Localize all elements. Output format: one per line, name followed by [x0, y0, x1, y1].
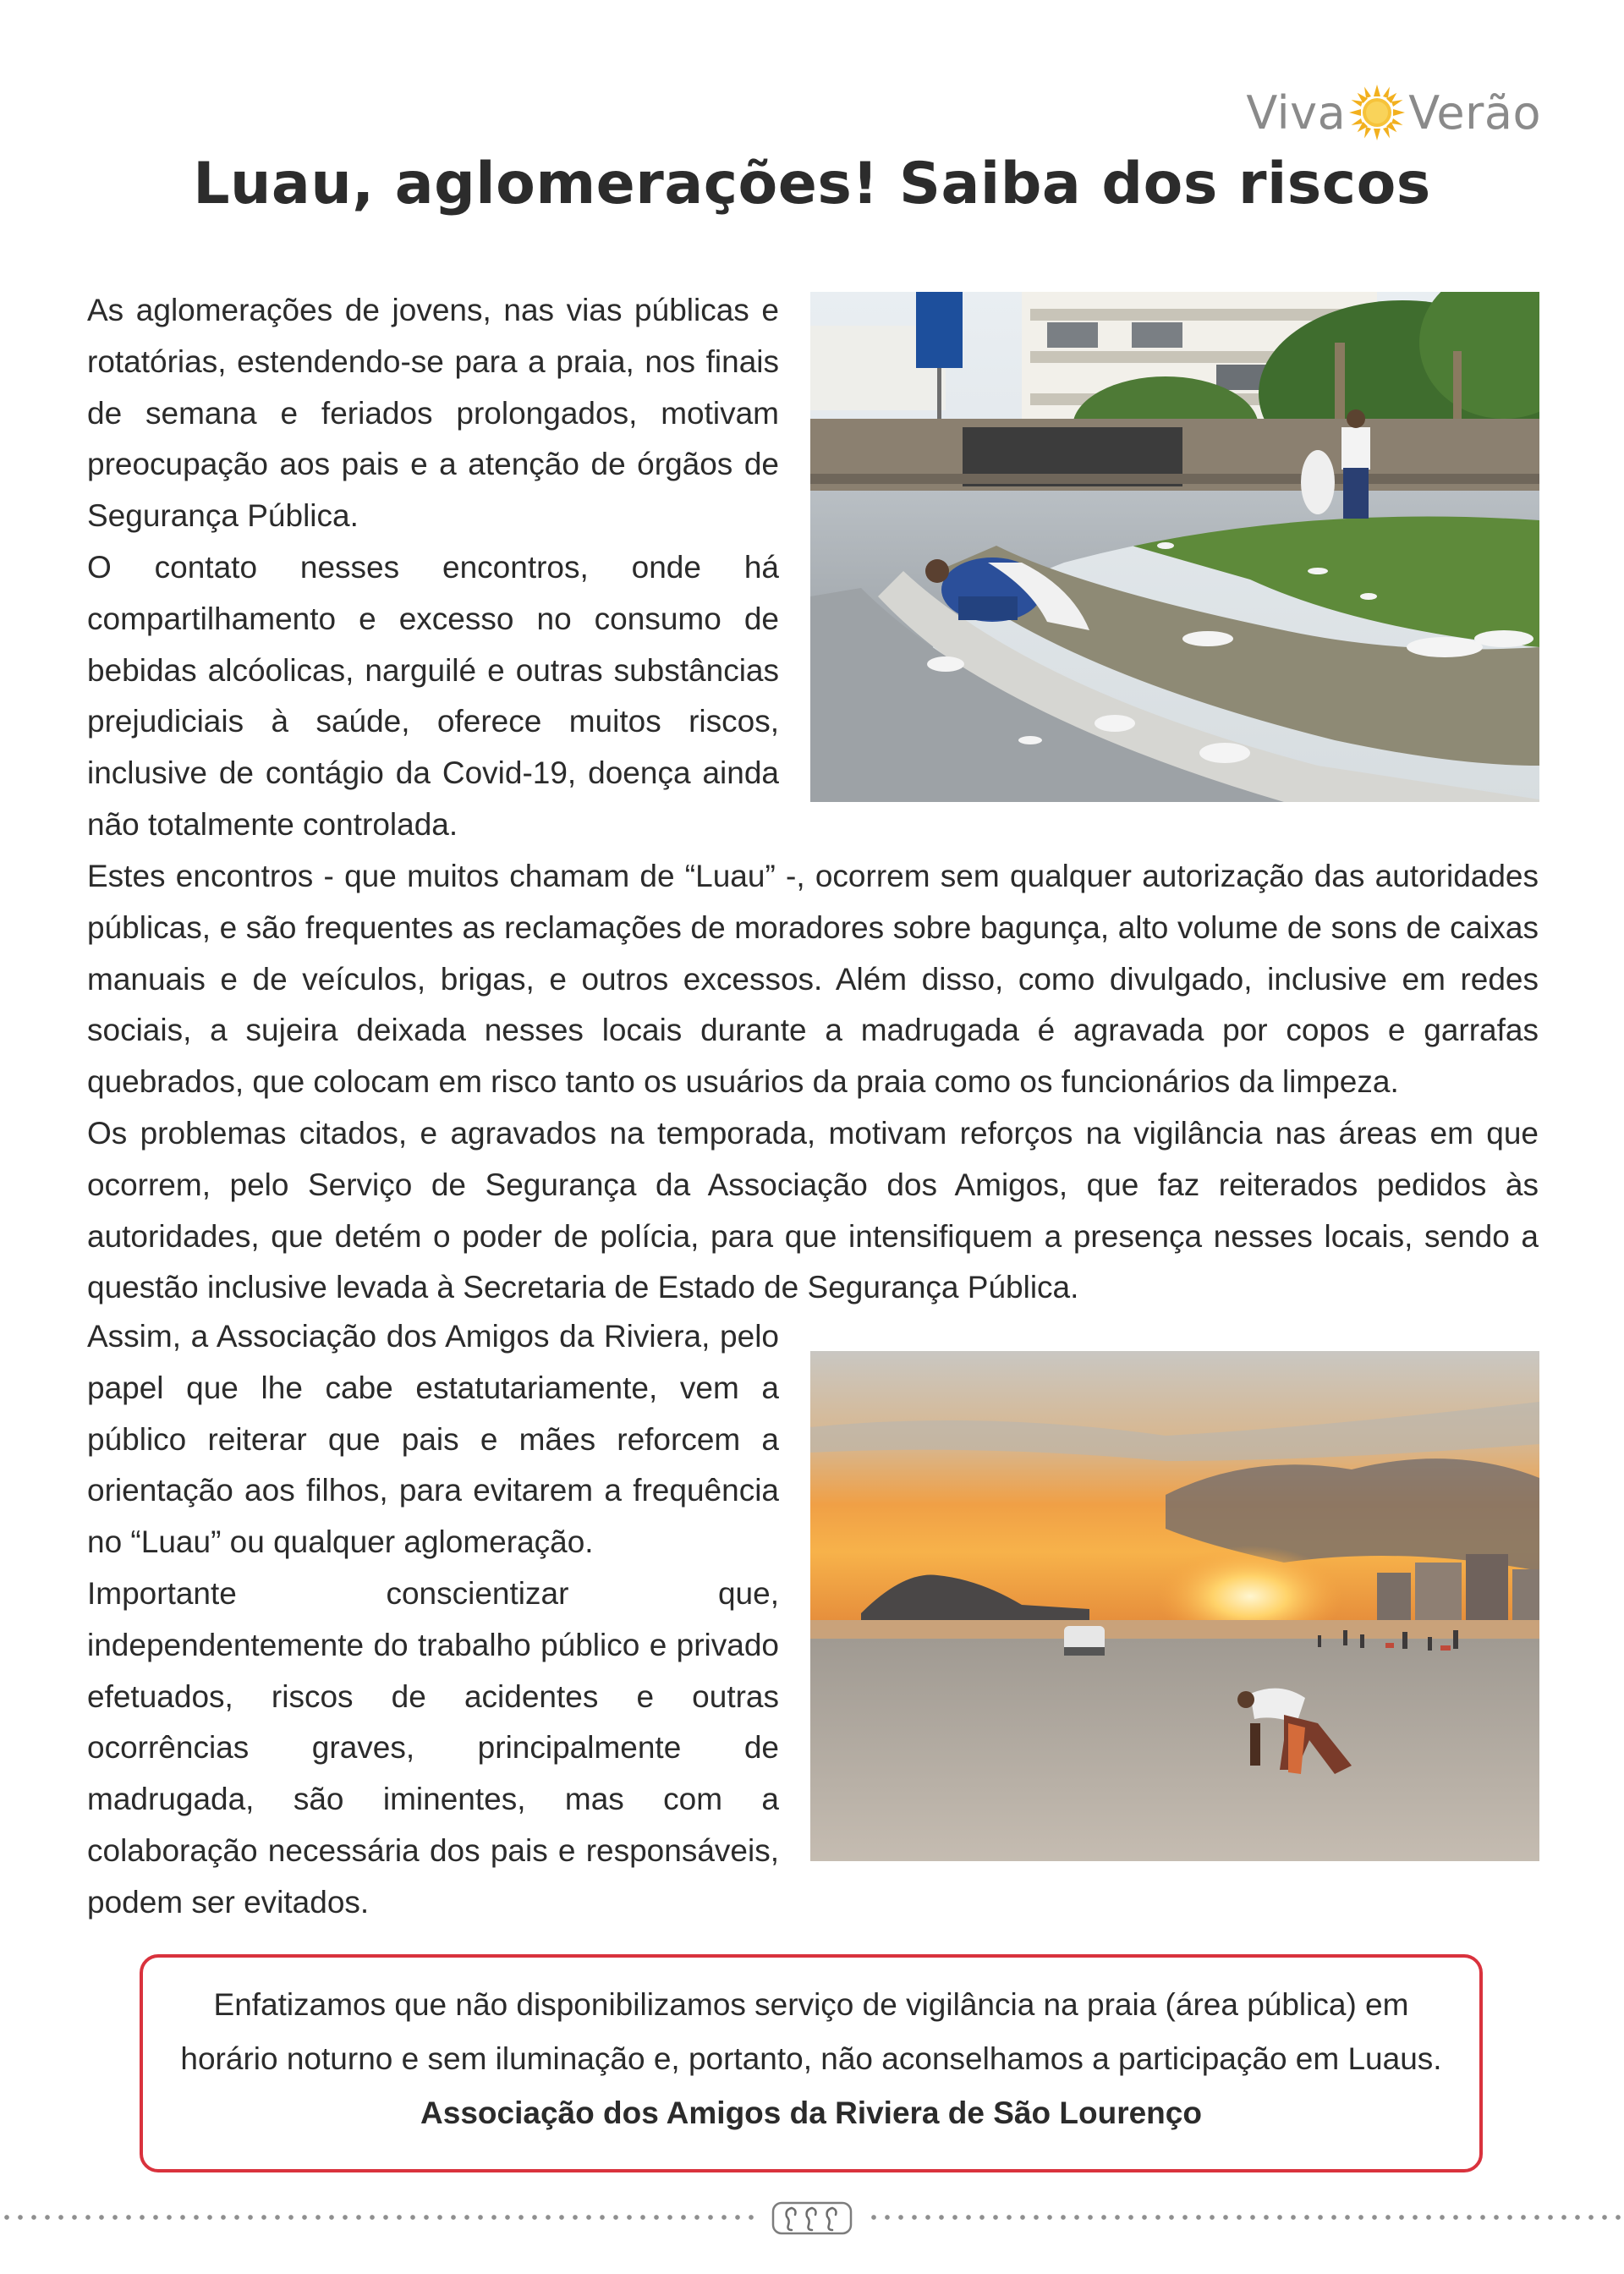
seahorse-logo-icon: [770, 2200, 854, 2237]
article-title: Luau, aglomerações! Saiba dos riscos: [193, 151, 1431, 217]
paragraph-aglomeracoes: As aglomerações de jovens, nas vias públicas e rotatórias, estendendo-se para a praia, nos finais de semana e feriados prolongados, motivam preocupação aos pais e a atenção de órgãos de Segurança Pública.: [87, 293, 779, 534]
page-footer: [0, 2200, 1624, 2233]
notice-line-2: horário noturno e sem iluminação e, portanto, não aconselhamos a participação em Luaus.: [180, 2041, 1442, 2076]
paragraph-importante: Importante conscientizar que, independentemente do trabalho público e privado efetuados, riscos de acidentes e outras ocorrências graves, principalmente de madrugada, são iminentes, mas com a colaboração necessária dos pais e responsáveis, podem ser evitados.: [87, 1575, 779, 1920]
article-text-bottom: [87, 1311, 779, 1929]
notice-box: [140, 1954, 1483, 2172]
footer-dots-left: [0, 2215, 757, 2220]
article-text-middle: [87, 851, 1539, 1314]
notice-signature: Associação dos Amigos da Riviera de São Lourenço: [420, 2095, 1202, 2130]
brand-text-left: Viva: [1246, 85, 1347, 140]
notice-line-1: Enfatizamos que não disponibilizamos serviço de vigilância na praia (área pública) em: [213, 1987, 1409, 2022]
paragraph-problemas: Os problemas citados, e agravados na temporada, motivam reforços na vigilância nas áreas em que ocorrem, pelo Serviço de Segurança da Associação dos Amigos, que faz reiterados pedidos às autoridades, que detém o poder de polícia, para que intensifiquem a presença nesses locais, sendo a questão inclusive levada à Secretaria de Estado de Segurança Pública.: [87, 1115, 1539, 1305]
footer-dots-right: [867, 2215, 1624, 2220]
paragraph-encontros: Estes encontros - que muitos chamam de “Luau” -, ocorrem sem qualquer autorização das autoridades públicas, e são frequentes as reclamações de moradores sobre bagunça, alto volume de sons de caixas manuais e de veículos, brigas, e outros excessos. Além disso, como divulgado, inclusive em redes sociais, a sujeira deixada nesses locais durante a madrugada é agravada por copos e garrafas quebrados, que colocam em risco tanto os usuários da praia como os funcionários da limpeza.: [87, 859, 1539, 1100]
brand-text-right: Verão: [1408, 85, 1541, 140]
sun-icon: [1347, 83, 1407, 142]
photo-street-cleanup: [810, 292, 1539, 802]
brand-logo: [1246, 83, 1541, 142]
article-text-top: [87, 285, 779, 851]
photo-beach-sunset: [810, 1351, 1539, 1861]
paragraph-assim: Assim, a Associação dos Amigos da Riviera, pelo papel que lhe cabe estatutariamente, vem a público reiterar que pais e mães reforcem a orientação aos filhos, para evitarem a frequência no “Luau” ou qualquer aglomeração.: [87, 1319, 779, 1560]
paragraph-contato: O contato nesses encontros, onde há compartilhamento e excesso no consumo de bebidas alcóolicas, narguilé e outras substâncias prejudiciais à saúde, oferece muitos riscos, inclusive de contágio da Covid-19, doença ainda não totalmente controlada.: [87, 549, 779, 842]
